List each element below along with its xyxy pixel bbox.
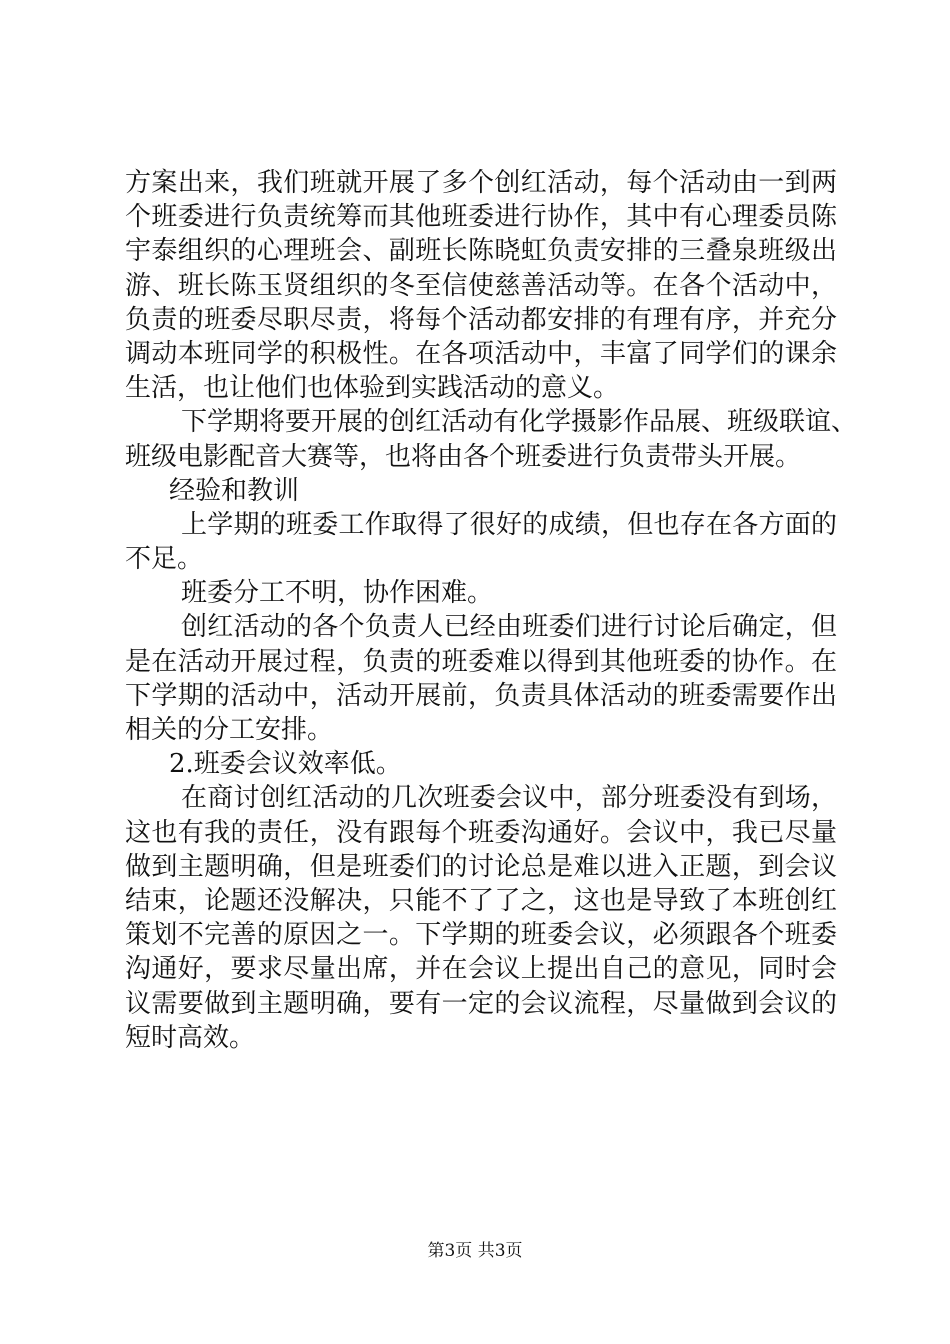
text-line: 上学期的班委工作取得了很好的成绩，但也存在各方面的 bbox=[181, 509, 837, 540]
text-line: 下学期将要开展的创红活动有化学摄影作品展、班级联谊、 bbox=[181, 407, 858, 438]
text-line: 相关的分工安排。 bbox=[125, 715, 334, 745]
text-line: 宇泰组织的心理班会、副班长陈晓虹负责安排的三叠泉班级出 bbox=[125, 236, 837, 267]
text-line: 调动本班同学的积极性。在各项活动中，丰富了同学们的课余 bbox=[125, 338, 837, 369]
text-line: 议需要做到主题明确，要有一定的会议流程，尽量做到会议的 bbox=[125, 988, 837, 1019]
text-line: 游、班长陈玉贤组织的冬至信使慈善活动等。在各个活动中， bbox=[125, 270, 837, 301]
text-line: 创红活动的各个负责人已经由班委们进行讨论后确定，但 bbox=[181, 612, 837, 643]
text-line: 个班委进行负责统筹而其他班委进行协作，其中有心理委员陈 bbox=[125, 202, 837, 233]
text-line: 沟通好，要求尽量出席，并在会议上提出自己的意见，同时会 bbox=[125, 954, 837, 985]
text-line: 短时高效。 bbox=[125, 1022, 256, 1053]
text-line: 是在活动开展过程，负责的班委难以得到其他班委的协作。在 bbox=[125, 646, 837, 677]
page-number-footer: 第3页 共3页 bbox=[427, 1241, 523, 1261]
text-line: 这也有我的责任，没有跟每个班委沟通好。会议中，我已尽量 bbox=[125, 817, 837, 848]
text-line: 生活，也让他们也体验到实践活动的意义。 bbox=[125, 373, 620, 404]
text-line: 结束，论题还没解决，只能不了了之，这也是导致了本班创红 bbox=[125, 885, 837, 916]
text-line: 在商讨创红活动的几次班委会议中，部分班委没有到场， bbox=[181, 783, 837, 814]
text-line: 做到主题明确，但是班委们的讨论总是难以进入正题，到会议 bbox=[125, 851, 837, 882]
text-line: 班级电影配音大赛等，也将由各个班委进行负责带头开展。 bbox=[125, 441, 802, 472]
text-line: 负责的班委尽职尽责，将每个活动都安排的有理有序，并充分 bbox=[125, 304, 837, 335]
text-line: 下学期的活动中，活动开展前，负责具体活动的班委需要作出 bbox=[125, 680, 837, 711]
subheading: 2.班委会议效率低。 bbox=[169, 749, 402, 780]
text-line: 方案出来，我们班就开展了多个创红活动，每个活动由一到两 bbox=[125, 168, 837, 198]
text-line: 不足。 bbox=[125, 544, 204, 575]
section-heading: 经验和教训 bbox=[169, 475, 300, 506]
text-line: 策划不完善的原因之一。下学期的班委会议，必须跟各个班委 bbox=[125, 920, 837, 951]
document-body bbox=[125, 166, 858, 1055]
subheading: 班委分工不明，协作困难。 bbox=[181, 578, 494, 609]
